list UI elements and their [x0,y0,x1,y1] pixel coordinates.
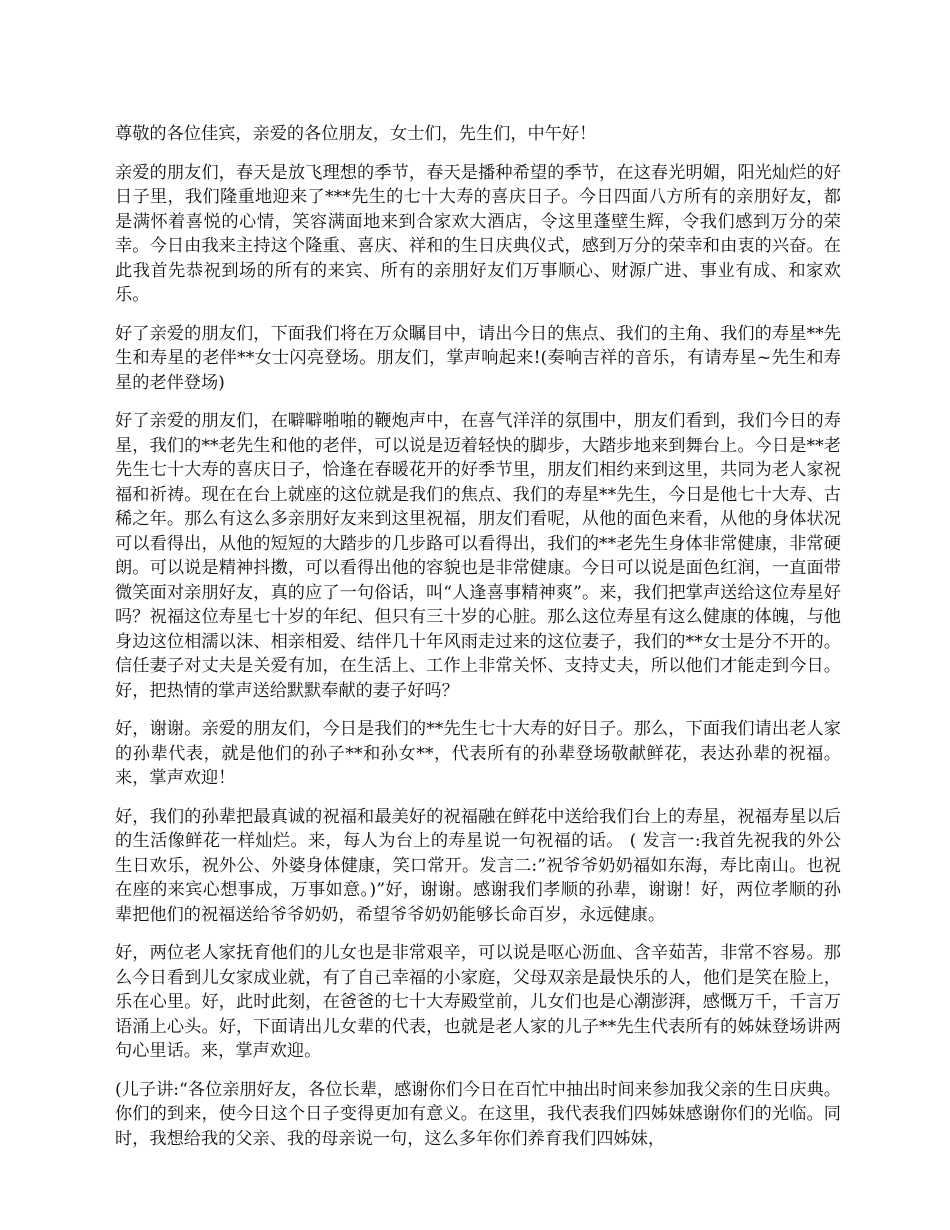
grandchildren-invite-paragraph: 好，谢谢。亲爱的朋友们，今日是我们的**先生七十大寿的好日子。那么，下面我们请出老人家的孙辈代表，就是他们的孙子**和孙女**，代表所有的孙辈登场敬献鲜花，表达孙辈的祝福。来，掌声欢迎！ [115,719,841,788]
son-speech-paragraph: (儿子讲:“各位亲朋好友，各位长辈，感谢你们今日在百忙中抽出时间来参加我父亲的生日庆典。你们的到来，使今日这个日子变得更加有意义。在这里，我代表我们四姊妹感谢你们的光临。同时，我想给我的父亲、我的母亲说一句，这么多年你们养育我们四姊妹， [115,1079,841,1149]
document-body [115,122,841,1165]
children-invite-paragraph: 好，两位老人家抚育他们的儿女也是非常艰辛，可以说是呕心沥血、含辛茹苦，非常不容易。那么今日看到儿女家成业就，有了自己幸福的小家庭，父母双亲是最快乐的人，他们是笑在脸上，乐在心里。好，此时此刻，在爸爸的七十大寿殿堂前，儿女们也是心潮澎湃，感慨万千，千言万语涌上心头。好，下面请出儿女辈的代表，也就是老人家的儿子**先生代表所有的姊妹登场讲两句心里话。来，掌声欢迎。 [115,943,841,1061]
grandchildren-blessing-paragraph: 好，我们的孙辈把最真诚的祝福和最美好的祝福融在鲜花中送给我们台上的寿星，祝福寿星以后的生活像鲜花一样灿烂。来，每人为台上的寿星说一句祝福的话。 ( 发言一:我首先祝我的外公生日欢乐，祝外公、外婆身体健康，笑口常开。发言二:”祝爷爷奶奶福如东海，寿比南山。也祝在座的来宾心想事成，万事如意。)”好，谢谢。感谢我们孝顺的孙辈，谢谢！好，两位孝顺的孙辈把他们的祝福送给爷爷奶奶，希望爷爷奶奶能够长命百岁，永远健康。 [115,806,841,925]
introduction-paragraph: 好了亲爱的朋友们，下面我们将在万众瞩目中，请出今日的焦点、我们的主角、我们的寿星**先生和寿星的老伴**女士闪亮登场。朋友们，掌声响起来!(奏响吉祥的音乐，有请寿星~先生和寿星的老伴登场) [115,323,841,393]
opening-paragraph: 亲爱的朋友们，春天是放飞理想的季节，春天是播种希望的季节，在这春光明媚，阳光灿烂的好日子里，我们隆重地迎来了***先生的七十大寿的喜庆日子。今日四面八方所有的亲朋好友，都是满怀着喜悦的心情，笑容满面地来到合家欢大酒店，令这里蓬壁生辉，令我们感到万分的荣幸。今日由我来主持这个隆重、喜庆、祥和的生日庆典仪式，感到万分的荣幸和由衷的兴奋。在此我首先恭祝到场的所有的来宾、所有的亲朋好友们万事顺心、财源广进、事业有成、和家欢乐。 [115,162,841,305]
birthday-star-paragraph: 好了亲爱的朋友们，在噼噼啪啪的鞭炮声中，在喜气洋洋的氛围中，朋友们看到，我们今日的寿星，我们的**老先生和他的老伴，可以说是迈着轻快的脚步，大踏步地来到舞台上。今日是**老先生七十大寿的喜庆日子，恰逢在春暖花开的好季节里，朋友们相约来到这里，共同为老人家祝福和祈祷。现在在台上就座的这位就是我们的焦点、我们的寿星**先生，今日是他七十大寿、古稀之年。那么有这么多亲朋好友来到这里祝福，朋友们看呢，从他的面色来看，从他的身体状况可以看得出，从他的短短的大踏步的几步路可以看得出，我们的**老先生身体非常健康，非常硬朗。可以说是精神抖擞，可以看得出他的容貌也是非常健康。今日可以说是面色红润，一直面带微笑面对亲朋好友，真的应了一句俗话，叫“人逢喜事精神爽”。来，我们把掌声送给这位寿星好吗？祝福这位寿星七十岁的年纪、但只有三十岁的心脏。那么这位寿星有这么健康的体魄，与他身边这位相濡以沫、相亲相爱、结伴几十年风雨走过来的这位妻子，我们的**女士是分不开的。信任妻子对丈夫是关爱有加，在生活上、工作上非常关怀、支持丈夫，所以他们才能走到今日。好，把热情的掌声送给默默奉献的妻子好吗？ [115,411,841,701]
greeting-paragraph: 尊敬的各位佳宾，亲爱的各位朋友，女士们，先生们，中午好！ [115,124,597,144]
